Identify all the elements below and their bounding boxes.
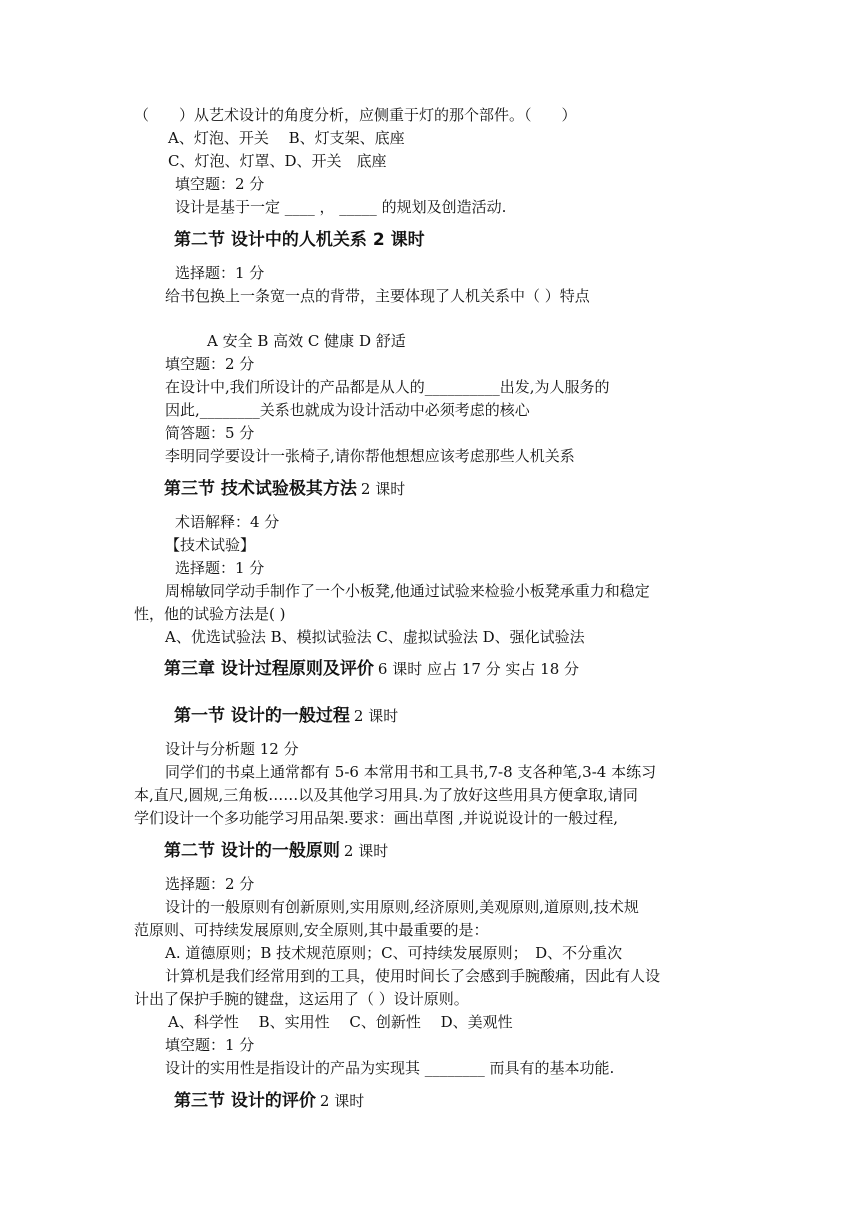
question-text: 李明同学要设计一张椅子,请你帮他想想应该考虑那些人机关系 (165, 447, 575, 465)
question-text: 范原则、可持续发展原则,安全原则,其中最重要的是： (134, 921, 489, 939)
chapter-heading: 第三章 设计过程原则及评价 6 课时 应占 17 分 实占 18 分 (164, 659, 580, 679)
fill-blank-question: 设计的实用性是指设计的产品为实现其 ________ 而具有的基本功能. (165, 1059, 615, 1077)
question-text: 计算机是我们经常用到的工具，使用时间长了会感到手腕酸痛，因此有人设 (165, 967, 661, 985)
option-line: A、优选试验法 B、模拟试验法 C、虚拟试验法 D、强化试验法 (165, 628, 585, 646)
question-type-label: 简答题：5 分 (165, 424, 255, 442)
question-text: 因此,________关系也就成为设计活动中必须考虑的核心 (165, 401, 530, 419)
question-text: 设计的一般原则有创新原则,实用原则,经济原则,美观原则,道原则,技术规 (165, 898, 639, 916)
section-heading: 第二节 设计中的人机关系 2 课时 (174, 230, 425, 250)
question-text: 计出了保护手腕的键盘，这运用了（ ）设计原则。 (134, 990, 469, 1008)
question-text: 本,直尺,圆规,三角板……以及其他学习用具.为了放好这些用具方便拿取,请同 (134, 786, 638, 804)
question-type-label: 填空题：2 分 (165, 355, 255, 373)
option-line: A 安全 B 高效 C 健康 D 舒适 (207, 332, 406, 350)
question-text: 学们设计一个多功能学习用品架.要求：画出草图 ,并说说设计的一般过程, (134, 809, 619, 827)
question-type-label: 填空题：1 分 (165, 1036, 255, 1054)
option-line: A. 道德原则；B 技术规范原则；C、可持续发展原则； D、不分重次 (165, 944, 623, 962)
question-type-label: 填空题：2 分 (175, 175, 265, 193)
term-label: 【技术试验】 (165, 536, 256, 554)
question-type-label: 选择题：2 分 (165, 875, 255, 893)
question-type-label: 选择题：1 分 (175, 559, 265, 577)
option-line: A、科学性 B、实用性 C、创新性 D、美观性 (168, 1013, 513, 1031)
question-lamp-art: （ ）从艺术设计的角度分析，应侧重于灯的那个部件。（ ） (134, 106, 577, 124)
fill-blank-question: 设计是基于一定 ____ ， _____ 的规划及创造活动. (175, 198, 507, 216)
question-type-label: 选择题：1 分 (175, 264, 265, 282)
section-heading: 第三节 设计的评价 2 课时 (174, 1091, 365, 1111)
option-line: C、灯泡、灯罩、D、开关 底座 (168, 152, 387, 170)
question-text: 性，他的试验方法是( ) (134, 605, 286, 623)
section-heading: 第二节 设计的一般原则 2 课时 (164, 841, 389, 861)
question-type-label: 设计与分析题 12 分 (165, 740, 299, 758)
section-heading: 第一节 设计的一般过程 2 课时 (174, 706, 399, 726)
question-text: 给书包换上一条宽一点的背带，主要体现了人机关系中（ ）特点 (165, 287, 590, 305)
question-text: 周棉敏同学动手制作了一个小板凳,他通过试验来检验小板凳承重力和稳定 (165, 582, 650, 600)
section-heading: 第三节 技术试验极其方法 2 课时 (164, 479, 406, 499)
question-text: 同学们的书桌上通常都有 5-6 本常用书和工具书,7-8 支各种笔,3-4 本练习 (165, 763, 657, 781)
question-type-label: 术语解释：4 分 (175, 513, 280, 531)
option-line: A、灯泡、开关 B、灯支架、底座 (168, 129, 405, 147)
question-text: 在设计中,我们所设计的产品都是从人的__________出发,为人服务的 (165, 378, 610, 396)
